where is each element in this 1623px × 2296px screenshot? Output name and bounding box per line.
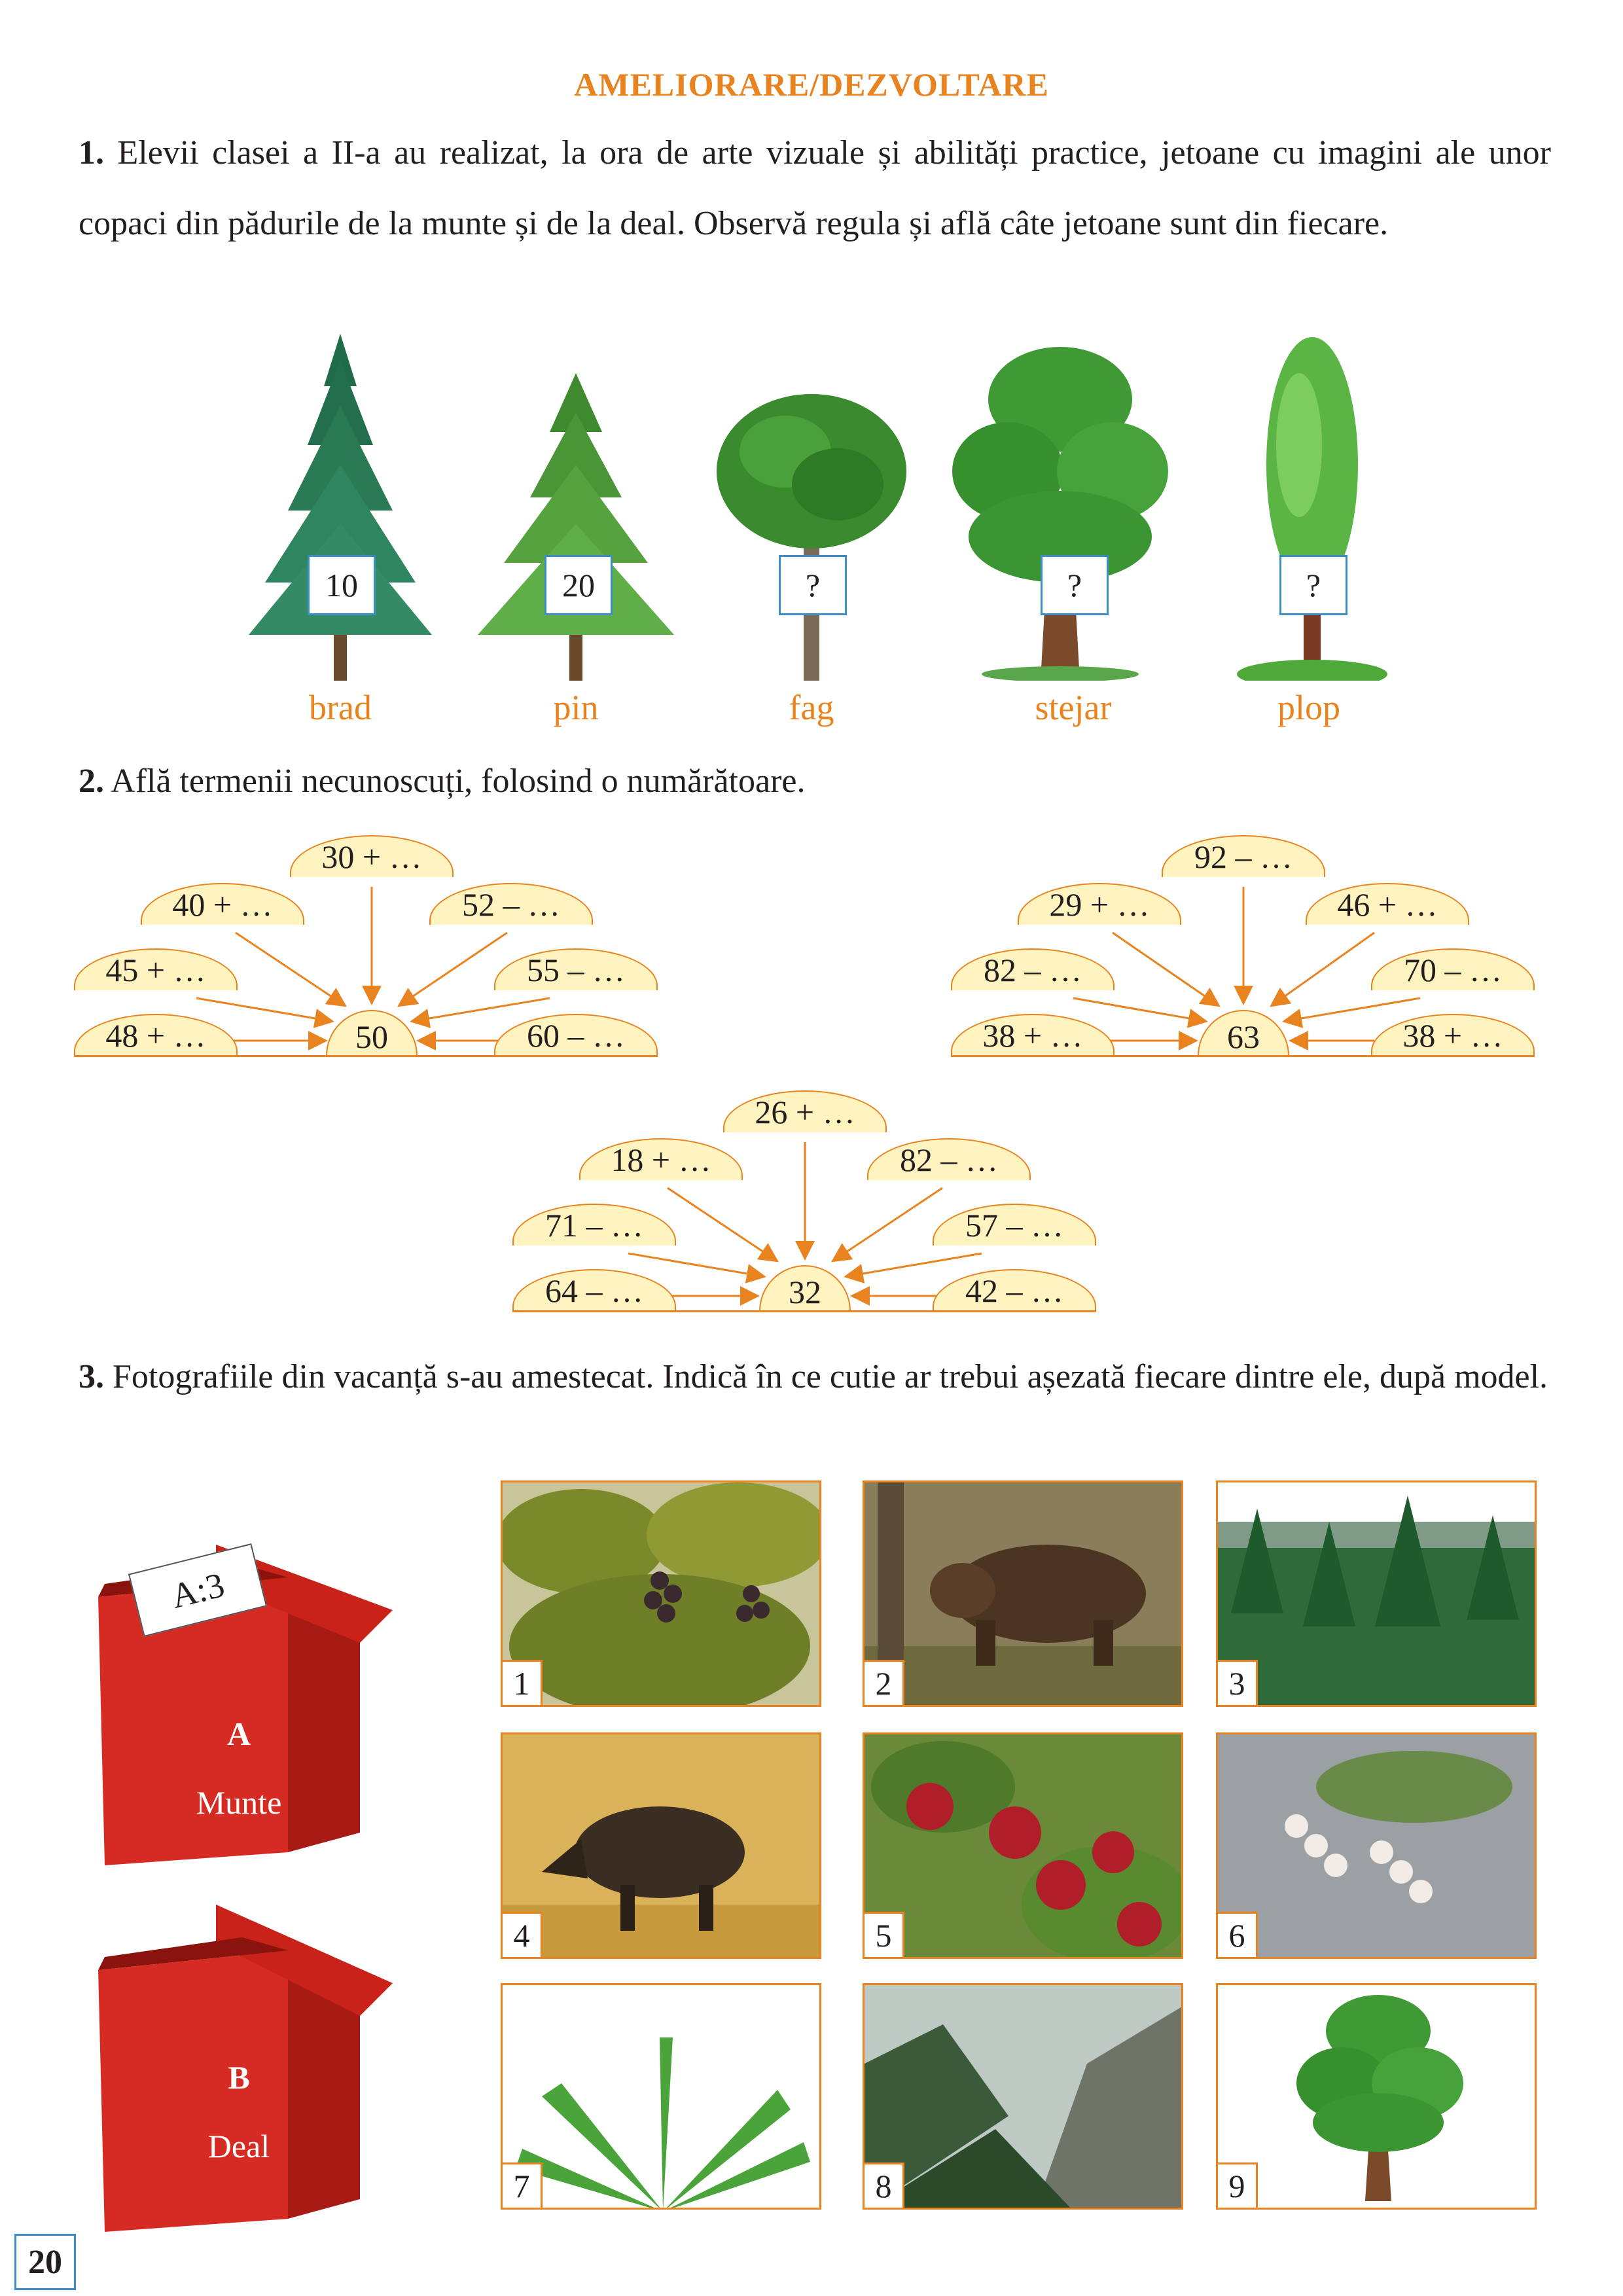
photo-card bbox=[1216, 1983, 1537, 2210]
tree-name-brad: brad bbox=[309, 688, 372, 727]
exercise-3-number: 3. bbox=[79, 1358, 104, 1395]
conifer-forest-icon bbox=[1218, 1482, 1537, 1707]
box-a-card: A:3 bbox=[128, 1543, 267, 1637]
sun-center-63: 63 bbox=[1198, 1010, 1289, 1056]
tree-name-stejar: stejar bbox=[1035, 688, 1112, 727]
sun-center-50: 50 bbox=[326, 1010, 418, 1056]
sun-baseline bbox=[951, 1055, 1535, 1057]
photo-number: 6 bbox=[1218, 1912, 1258, 1957]
sun-baseline bbox=[74, 1055, 658, 1057]
box-b-label: Deal bbox=[207, 2128, 270, 2164]
sun-center-32: 32 bbox=[759, 1265, 851, 1311]
photo-number: 1 bbox=[503, 1660, 543, 1705]
sun-ray: 38 + … bbox=[951, 1014, 1115, 1056]
acacia-flowers-icon bbox=[1218, 1734, 1537, 1959]
bear-icon bbox=[865, 1482, 1183, 1707]
photo-number: 4 bbox=[503, 1912, 543, 1957]
sun-ray: 26 + … bbox=[723, 1090, 887, 1132]
tree-value-plop: ? bbox=[1279, 555, 1347, 615]
photo-card bbox=[1216, 1732, 1537, 1959]
photo-card bbox=[1216, 1480, 1537, 1707]
tree-name-pin: pin bbox=[553, 688, 599, 727]
sun-ray: 82 – … bbox=[867, 1138, 1031, 1180]
photo-number: 8 bbox=[865, 2162, 904, 2208]
exercise-2-number: 2. bbox=[79, 762, 104, 800]
photo-card bbox=[501, 1732, 821, 1959]
sun-ray: 46 + … bbox=[1306, 883, 1469, 925]
sun-ray: 55 – … bbox=[494, 948, 658, 990]
page-number: 20 bbox=[14, 2234, 76, 2290]
sun-ray: 57 – … bbox=[933, 1204, 1096, 1246]
photo-number: 7 bbox=[503, 2162, 543, 2208]
tree-name-plop: plop bbox=[1277, 688, 1340, 727]
exercise-3-statement: Fotografiile din vacanță s-au amestecat. Indică în ce cutie ar trebui așezată fiecare dintre ele, după model. bbox=[113, 1358, 1548, 1395]
tree-value-brad: 10 bbox=[308, 555, 376, 615]
sun-ray: 48 + … bbox=[74, 1014, 238, 1056]
fern-icon bbox=[503, 1985, 821, 2210]
photo-number: 9 bbox=[1218, 2162, 1258, 2208]
photo-card bbox=[863, 1983, 1183, 2210]
sun-ray: 60 – … bbox=[494, 1014, 658, 1056]
photo-number: 3 bbox=[1218, 1660, 1258, 1705]
sun-ray: 38 + … bbox=[1371, 1014, 1535, 1056]
sun-ray: 30 + … bbox=[290, 835, 454, 877]
sun-ray: 64 – … bbox=[512, 1269, 676, 1311]
sun-ray: 71 – … bbox=[512, 1204, 676, 1246]
tree-value-stejar: ? bbox=[1041, 555, 1109, 615]
tree-value-pin: 20 bbox=[544, 555, 613, 615]
exercise-3-text bbox=[79, 1342, 1551, 1412]
sun-ray: 82 – … bbox=[951, 948, 1115, 990]
wild-boar-icon bbox=[503, 1734, 821, 1959]
photo-card bbox=[501, 1480, 821, 1707]
photo-card bbox=[863, 1480, 1183, 1707]
photo-card bbox=[863, 1732, 1183, 1959]
sun-ray: 70 – … bbox=[1371, 948, 1535, 990]
sun-ray: 29 + … bbox=[1018, 883, 1181, 925]
tree-name-fag: fag bbox=[789, 688, 834, 727]
mountain-valley-icon bbox=[865, 1985, 1183, 2210]
exercise-1-statement: Elevii clasei a II-a au realizat, la ora de arte vizuale și abilități practice, jetoane cu imagini ale unor copaci din pădurile de la munte și de la deal. Observă regula și află câte jetoane sunt din fiecare. bbox=[79, 134, 1551, 242]
grapevine-icon bbox=[503, 1482, 821, 1707]
box-a-label: Munte bbox=[196, 1784, 282, 1821]
box-a-letter: A bbox=[226, 1715, 251, 1752]
photo-card bbox=[501, 1983, 821, 2210]
sun-baseline bbox=[512, 1310, 1096, 1312]
sun-ray: 45 + … bbox=[74, 948, 238, 990]
tree-value-fag: ? bbox=[779, 555, 847, 615]
sun-ray: 52 – … bbox=[429, 883, 593, 925]
exercise-2-statement: Află termenii necunoscuți, folosind o numărătoare. bbox=[111, 762, 806, 800]
oak-tree-icon bbox=[1218, 1985, 1537, 2210]
sun-ray: 40 + … bbox=[141, 883, 304, 925]
sun-ray: 42 – … bbox=[933, 1269, 1096, 1311]
sun-ray: 18 + … bbox=[579, 1138, 743, 1180]
photo-number: 5 bbox=[865, 1912, 904, 1957]
box-b-letter: B bbox=[228, 2059, 250, 2096]
sun-ray: 92 – … bbox=[1162, 835, 1325, 877]
exercise-1-number: 1. bbox=[79, 134, 104, 171]
apple-tree-icon bbox=[865, 1734, 1183, 1959]
section-heading: AMELIORARE/DEZVOLTARE bbox=[574, 66, 1049, 103]
photo-number: 2 bbox=[865, 1660, 904, 1705]
